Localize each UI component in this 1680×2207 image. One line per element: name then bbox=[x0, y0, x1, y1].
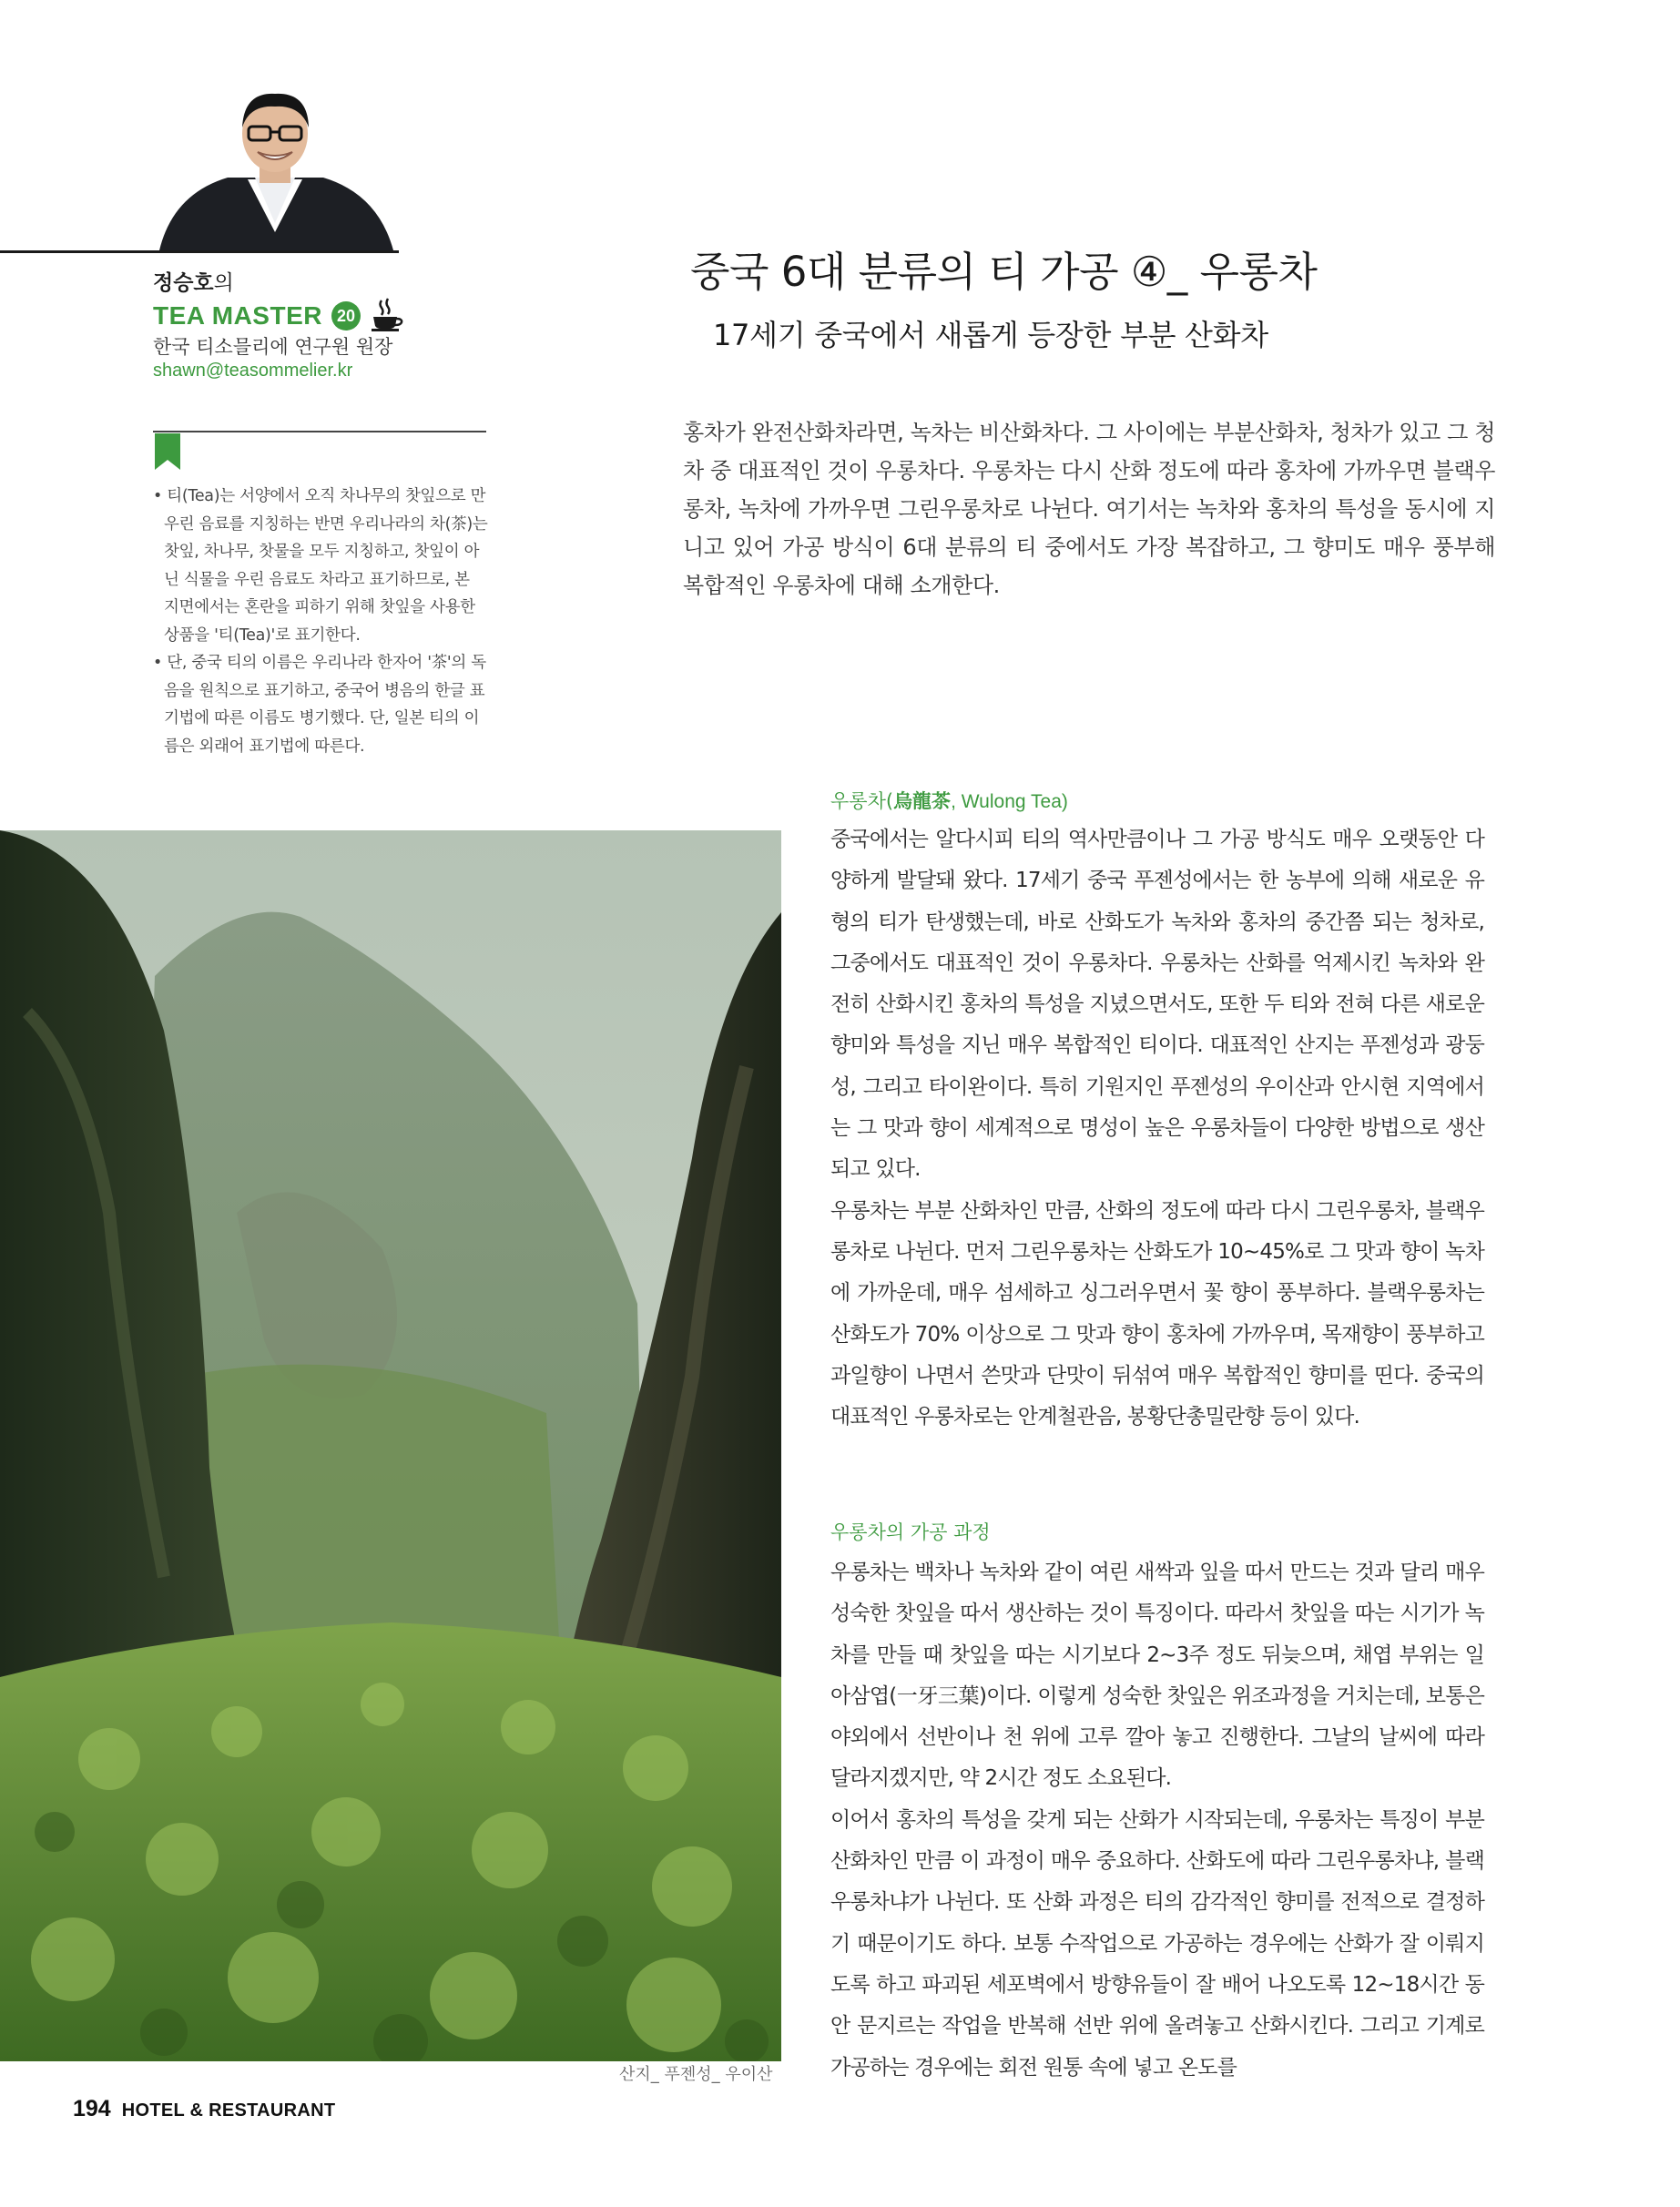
author-photo bbox=[155, 86, 396, 250]
tea-cup-icon bbox=[370, 297, 404, 335]
note-item: • 티(Tea)는 서양에서 오직 차나무의 찻잎으로 만 우린 음료를 지칭하는 반면 우리나라의 차(茶)는 찻잎, 차나무, 찻물을 모두 지칭하고, 찻잎이 아닌 식물을 우린 음료도 차라고 표기하므로, 본 지면에서는 혼란을 피하기 위해 찻잎을 사용한 상품을 '티(Tea)'로 표기한다. bbox=[153, 487, 488, 645]
section-heading-wulong bbox=[830, 787, 1068, 814]
photo-caption: 산지_ 푸젠성_ 우이산 bbox=[619, 2065, 773, 2084]
note-item: • 단, 중국 티의 이름은 우리나라 한자어 '茶'의 독음을 원칙으로 표기하고, 중국어 병음의 한글 표기법에 따른 이름도 병기했다. 단, 일본 티의 이름은 외래어 표기법에 따른다. bbox=[153, 654, 486, 756]
author-email: shawn@teasommelier.kr bbox=[153, 361, 353, 381]
author-name-suffix: 의 bbox=[213, 271, 234, 295]
article-intro: 홍차가 완전산화차라면, 녹차는 비산화차다. 그 사이에는 부분산화차, 청차가 있고 그 청차 중 대표적인 것이 우롱차다. 우롱차는 다시 산화 정도에 따라 홍차에 가까우면 블랙우롱차, 녹차에 가까우면 그린우롱차로 나뉜다. 여기서는 녹차와 홍차의 특성을 동시에 지니고 있어 가공 방식이 6대 분류의 티 중에서도 가장 복잡하고, 그 향미도 매우 풍부해 복합적인 우롱차에 대해 소개한다. bbox=[683, 420, 1495, 598]
section-heading-process: 우롱차의 가공 과정 bbox=[830, 1521, 991, 1543]
series-title: TEA MASTER bbox=[153, 301, 322, 330]
tea-valley-photo bbox=[0, 830, 781, 2061]
note-list bbox=[153, 483, 488, 760]
magazine-name: HOTEL & RESTAURANT bbox=[121, 2100, 336, 2121]
author-name bbox=[153, 266, 234, 296]
note-divider bbox=[153, 431, 486, 432]
author-name-text: 정승호 bbox=[153, 271, 214, 295]
series-label bbox=[153, 297, 404, 335]
author-role: 한국 티소믈리에 연구원 원장 bbox=[153, 336, 393, 358]
section-heading-post: , Wulong Tea) bbox=[951, 791, 1068, 812]
section-heading-pre: 우롱차( bbox=[830, 790, 894, 812]
series-number-badge: 20 bbox=[331, 301, 361, 331]
article-title: 중국 6대 분류의 티 가공 ④_ 우롱차 bbox=[690, 248, 1318, 296]
section-body-process bbox=[830, 1552, 1484, 2089]
body-paragraph: 우롱차는 부분 산화차인 만큼, 산화의 정도에 따라 다시 그린우롱차, 블랙우롱차로 나뉜다. 먼저 그린우롱차는 산화도가 10~45%로 그 맛과 향이 녹차에 가까운데, 매우 섬세하고 싱그러우면서 꽃 향이 풍부하다. 블랙우롱차는 산화도가 70% 이상으로 그 맛과 향이 홍차에 가까우며, 목재향이 풍부하고 과일향이 나면서 쓴맛과 단맛이 뒤섞여 매우 복합적인 향미를 띤다. 중국의 대표적인 우롱차로는 안계철관음, 봉황단총밀란향 등이 있다. bbox=[830, 1198, 1484, 1429]
page-number: 194 bbox=[73, 2096, 111, 2121]
body-paragraph: 우롱차는 백차나 녹차와 같이 여린 새싹과 잎을 따서 만드는 것과 달리 매우 성숙한 찻잎을 따서 생산하는 것이 특징이다. 따라서 찻잎을 따는 시기가 녹차를 만들 때 찻잎을 따는 시기보다 2~3주 정도 뒤늦으며, 채엽 부위는 일아삼엽(一牙三葉)이다. 이렇게 성숙한 찻잎은 위조과정을 거치는데, 보통은 야외에서 선반이나 천 위에 고루 깔아 놓고 진행한다. 그날의 날씨에 따라 달라지겠지만, 약 2시간 정도 소요된다. bbox=[830, 1561, 1484, 1791]
author-divider bbox=[0, 250, 399, 253]
section-heading-hanja: 烏龍茶 bbox=[893, 790, 952, 812]
body-paragraph: 이어서 홍차의 특성을 갖게 되는 산화가 시작되는데, 우롱차는 특징이 부분 산화차인 만큼 이 과정이 매우 중요하다. 산화도에 따라 그린우롱차냐, 블랙우롱차냐가 나뉜다. 또 산화 과정은 티의 감각적인 향미를 전적으로 결정하기 때문이기도 하다. 보통 수작업으로 가공하는 경우에는 산화가 잘 이뤄지도록 하고 파괴된 세포벽에서 방향유들이 잘 배어 나오도록 12~18시간 동안 문지르는 작업을 반복해 선반 위에 올려놓고 산화시킨다. 그리고 기계로 가공하는 경우에는 회전 원통 속에 넣고 온도를 bbox=[830, 1807, 1484, 2080]
page-footer bbox=[73, 2096, 335, 2122]
section-body-wulong bbox=[830, 819, 1484, 1438]
body-paragraph: 중국에서는 알다시피 티의 역사만큼이나 그 가공 방식도 매우 오랫동안 다양하게 발달돼 왔다. 17세기 중국 푸젠성에서는 한 농부에 의해 새로운 유형의 티가 탄생했는데, 바로 산화도가 녹차와 홍차의 중간쯤 되는 청차로, 그중에서도 대표적인 것이 우롱차다. 우롱차는 산화를 억제시킨 녹차와 완전히 산화시킨 홍차의 특성을 지녔으면서도, 또한 두 티와 전혀 다른 새로운 향미와 특성을 지닌 매우 복합적인 티이다. 대표적인 산지는 푸젠성과 광둥성, 그리고 타이완이다. 특히 기원지인 푸젠성의 우이산과 안시현 지역에서는 그 맛과 향이 세계적으로 명성이 높은 우롱차들이 다양한 방법으로 생산되고 있다. bbox=[830, 828, 1484, 1182]
article-subtitle: 17세기 중국에서 새롭게 등장한 부분 산화차 bbox=[713, 318, 1268, 352]
bookmark-icon bbox=[155, 433, 180, 470]
